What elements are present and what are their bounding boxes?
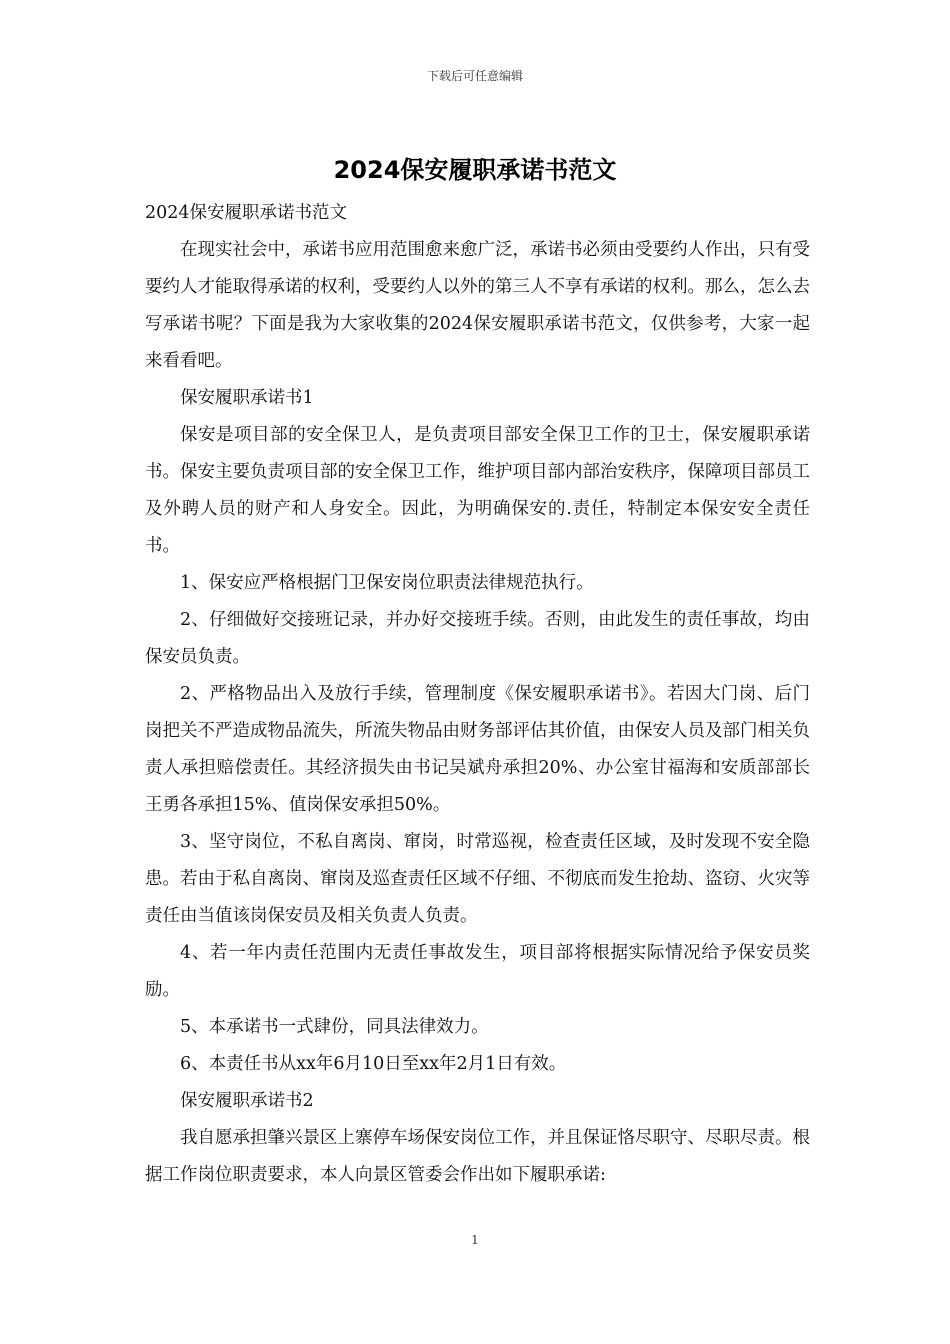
paragraph: 4、若一年内责任范围内无责任事故发生，项目部将根据实际情况给予保安员奖励。 bbox=[145, 943, 810, 1000]
paragraph: 2024保安履职承诺书范文 bbox=[145, 203, 348, 223]
paragraph: 3、坚守岗位，不私自离岗、窜岗，时常巡视，检查责任区域，及时发现不安全隐患。若由于私自离岗、窜岗及巡查责任区域不仔细、不彻底而发生抢劫、盗窃、火灾等责任由当值该岗保安员及相关负责人负责。 bbox=[145, 832, 810, 926]
paragraph: 1、保安应严格根据门卫保安岗位职责法律规范执行。 bbox=[180, 573, 594, 593]
paragraph: 5、本承诺书一式肆份，同具法律效力。 bbox=[180, 1017, 489, 1037]
document-title: 2024保安履职承诺书范文 bbox=[333, 156, 617, 184]
document-body bbox=[145, 195, 810, 1194]
paragraph: 6、本责任书从xx年6月10日至xx年2月1日有效。 bbox=[180, 1054, 567, 1074]
paragraph: 保安履职承诺书1 bbox=[180, 388, 314, 408]
page-number: 1 bbox=[471, 1233, 479, 1247]
paragraph: 保安履职承诺书2 bbox=[180, 1091, 314, 1111]
header-note: 下载后可任意编辑 bbox=[426, 69, 523, 83]
paragraph: 在现实社会中，承诺书应用范围愈来愈广泛，承诺书必须由受要约人作出，只有受要约人才能取得承诺的权利，受要约人以外的第三人不享有承诺的权利。那么，怎么去写承诺书呢？下面是我为大家收集的2024保安履职承诺书范文，仅供参考，大家一起来看看吧。 bbox=[145, 240, 810, 371]
paragraph: 保安是项目部的安全保卫人，是负责项目部安全保卫工作的卫士，保安履职承诺书。保安主要负责项目部的安全保卫工作，维护项目部内部治安秩序，保障项目部员工及外聘人员的财产和人身安全。因此，为明确保安的.责任，特制定本保安安全责任书。 bbox=[145, 425, 810, 556]
paragraph: 我自愿承担肇兴景区上寨停车场保安岗位工作，并且保证恪尽职守、尽职尽责。根据工作岗位职责要求，本人向景区管委会作出如下履职承诺: bbox=[145, 1128, 810, 1185]
paragraph: 2、仔细做好交接班记录，并办好交接班手续。否则，由此发生的责任事故，均由保安员负责。 bbox=[145, 610, 810, 667]
paragraph: 2、严格物品出入及放行手续，管理制度《保安履职承诺书》。若因大门岗、后门岗把关不严造成物品流失，所流失物品由财务部评估其价值，由保安人员及部门相关负责人承担赔偿责任。其经济损失由书记吴斌舟承担20%、办公室甘福海和安质部部长王勇各承担15%、值岗保安承担50%。 bbox=[145, 684, 810, 815]
